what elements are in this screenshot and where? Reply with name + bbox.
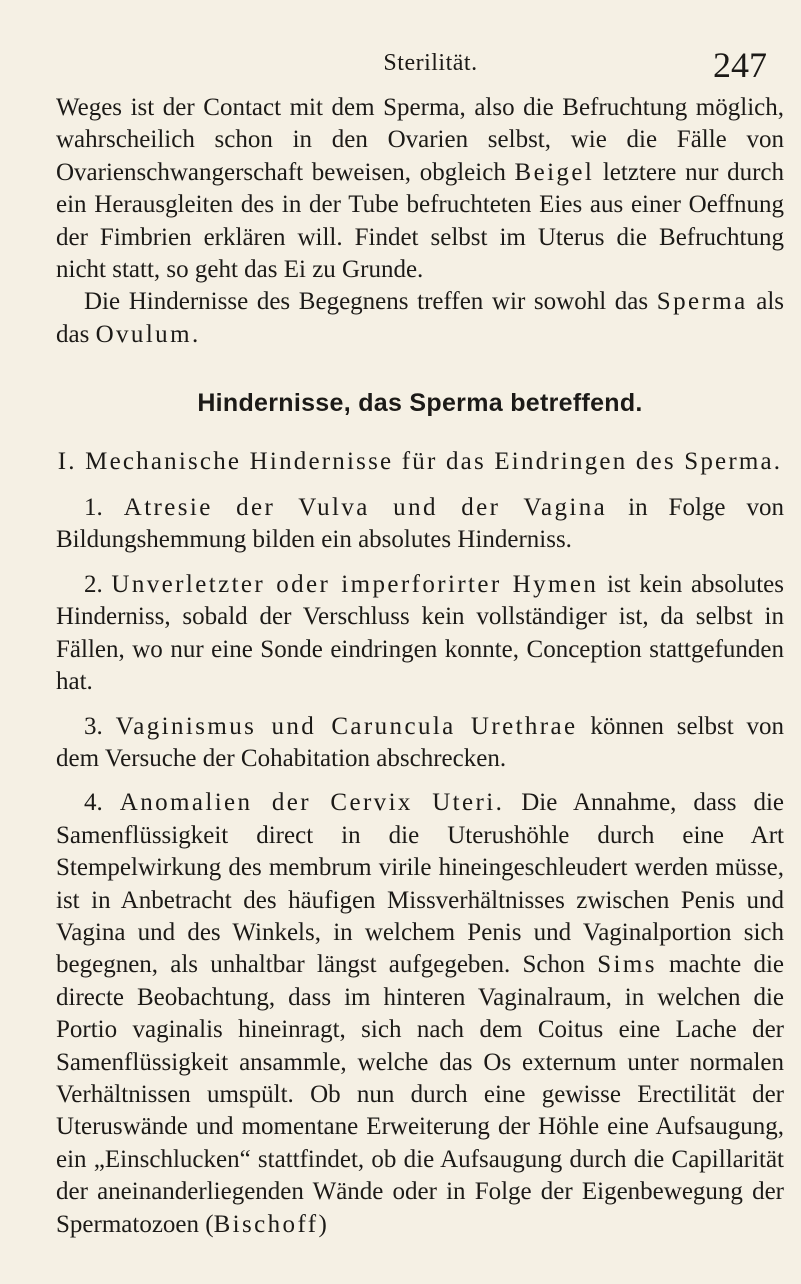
item-text-3: ): [318, 1210, 327, 1238]
intro-text-2: letztere nur durch ein Herausgleiten des in der Tube befruchteten Eies aus einer Oeffnung der Fimbrien erklären will. Findet selbst im Uterus die Befruchtung nicht statt, so geht das Ei zu Grunde.: [56, 158, 784, 284]
item-number: 1.: [84, 494, 124, 522]
second-text-3: .: [191, 320, 199, 348]
intro-paragraph: [56, 92, 784, 286]
author-name-beigel: Beigel: [514, 158, 595, 186]
item-number: 2.: [84, 570, 112, 598]
item-text: in Folge von Bildungshemmung bilden ein absolutes Hinderniss.: [56, 494, 784, 554]
author-name-sims: Sims: [597, 951, 657, 979]
term-sperma: Sperma: [656, 288, 748, 316]
item-term: Atresie der Vulva und der Vagina: [123, 494, 608, 522]
body-text: [56, 92, 784, 1241]
item-term: Vaginismus und Caruncula Urethrae: [115, 712, 578, 740]
list-item: [56, 787, 784, 1241]
section-heading: Hindernisse, das Sperma betreffend.: [197, 389, 643, 418]
sub-heading: I. Mechanische Hindernisse für das Eindringen des Sperma.: [57, 447, 783, 475]
list-item: [56, 569, 784, 699]
list-item: [56, 711, 784, 776]
item-number: 4.: [84, 789, 120, 817]
author-name-bischoff: Bischoff: [213, 1210, 319, 1238]
item-number: 3.: [84, 712, 116, 740]
running-title: Sterilität.: [383, 50, 478, 76]
list-item: [56, 492, 784, 557]
item-term: Unverletzter oder imperforirter Hymen: [111, 570, 599, 598]
term-ovulum: Ovulum: [95, 320, 192, 348]
second-text-1: Die Hindernisse des Begegnens treffen wir sowohl das: [84, 288, 657, 316]
second-text-2: als das: [56, 288, 785, 348]
running-header: [84, 44, 777, 85]
item-term: Anomalien der Cervix Uteri.: [119, 789, 505, 817]
item-text-2: machte die directe Beobachtung, dass im hinteren Vaginalraum, in welchen die Portio vaginalis hineinragt, sich nach dem Coitus eine Lache der Samenflüssigkeit ansammle, welche das Os externum unter normalen Verhältnissen umspült. Ob nun durch eine gewisse Erectilität der Uteruswände und momentane Erweiterung der Höhle eine Aufsaugung, ein „Einschlucken“ stattfindet, ob die Aufsaugung durch die Capillarität der aneinanderliegenden Wände oder in Folge der Eigenbewegung der Spermatozoen (: [56, 951, 784, 1238]
page-number: 247: [713, 45, 767, 85]
item-text: ist kein absolutes Hinderniss, sobald der Verschluss kein vollständiger ist, da selbst in Fällen, wo nur eine Sonde eindringen konnte, Conception stattgefunden hat.: [56, 570, 784, 696]
item-text: können selbst von dem Versuche der Cohabitation abschrecken.: [56, 712, 784, 772]
intro-text-1: Weges ist der Contact mit dem Sperma, also die Befruchtung möglich, wahrscheilich schon in den Ovarien selbst, wie die Fälle von Ovarienschwangerschaft beweisen, obgleich: [56, 94, 784, 186]
item-text-1: Die Annahme, dass die Samenflüssigkeit direct in die Uterushöhle durch eine Art Stempelwirkung des membrum virile hineingeschleudert werden müsse, ist in Anbetracht des häufigen Missverhältnisses zwischen Penis und Vagina und des Winkels, in welchem Penis und Vaginalportion sich begegnen, als unhaltbar längst aufgegeben. Schon: [56, 789, 785, 979]
second-paragraph: [56, 286, 784, 351]
